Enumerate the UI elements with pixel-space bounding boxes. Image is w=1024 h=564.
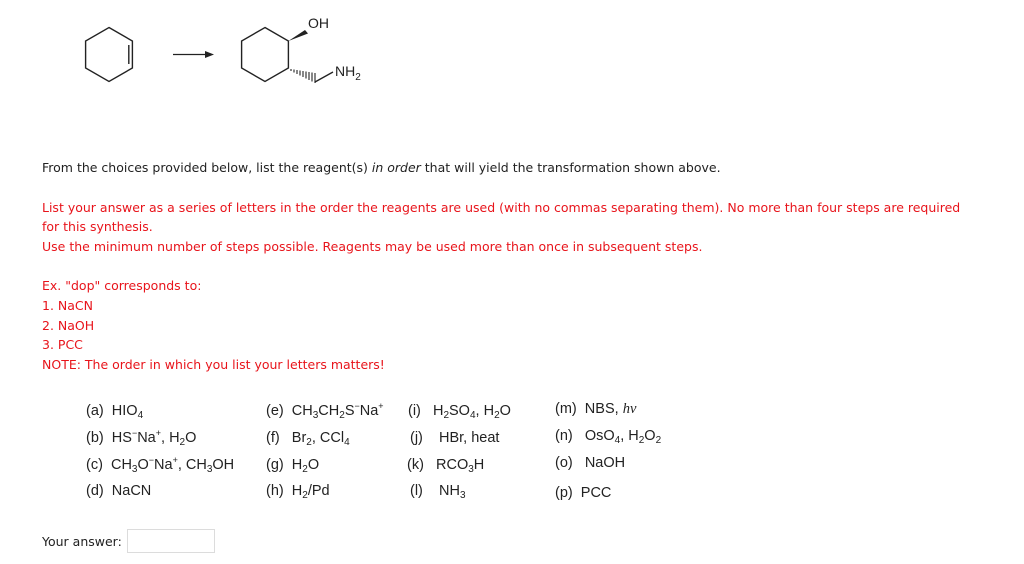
reagent-n: (n) OsO$_4$, $H_2O_2$ [555,428,662,446]
reagent-k: (k) $RCO_3H$ [407,457,485,475]
reagent-a: (a) $HIO_4$ [86,403,144,421]
intro-text-before: From the choices provided below, list the reagent(s) [42,160,372,175]
reaction-arrow [173,51,214,58]
cyclohexene-structure [86,28,133,82]
answer-input[interactable] [127,529,215,553]
example-note: NOTE: The order in which you list your letters matters! [42,357,385,372]
instruction-line-2: for this synthesis. [42,219,153,234]
product-structure [242,28,333,84]
example-heading: Ex. "dop" corresponds to: [42,278,202,293]
answer-label: Your answer: [42,534,122,549]
reagent-j: (j) HBr, heat [410,430,500,446]
intro-text-after: that will yield the transformation shown above. [420,160,721,175]
example-step-3: 3. PCC [42,337,83,352]
example-step-2: 2. NaOH [42,318,95,333]
reagent-l: (l) $NH_3$ [410,483,466,501]
reagent-b: (b) HS−Na+, $H_2O$ [86,428,197,448]
reagent-i: (i) $H_2SO_4$, $H_2O$ [408,403,511,421]
reagent-e: (e) $CH_3CH_2S^-Na^+$ [266,401,384,421]
reagent-g: (g) $H_2O$ [266,457,320,475]
instruction-line-3: Use the minimum number of steps possible. Reagents may be used more than once in subsequent steps. [42,239,703,254]
question-intro [42,160,721,176]
instruction-line-1: List your answer as a series of letters in the order the reagents are used (with no commas separating them). No more than four steps are required [42,200,961,215]
reagent-d: (d) NaCN [86,483,152,499]
amine-label: $NH_2$ [335,63,361,83]
intro-text-italic: in order [371,160,421,175]
reagent-o: (o) NaOH [555,455,626,471]
example-step-1: 1. NaCN [42,298,93,313]
reagent-m: (m) NBS, hν [555,401,637,417]
reagent-h: (h) $H_2/Pd$ [266,483,330,501]
reagent-f: (f) $Br_2$, CCl$_4$ [266,430,350,448]
reagent-c: (c) $CH_3O^-Na^+$, $CH_3OH$ [86,455,235,475]
hydroxyl-label: OH [308,15,329,31]
reagent-p: (p) PCC [555,485,612,501]
